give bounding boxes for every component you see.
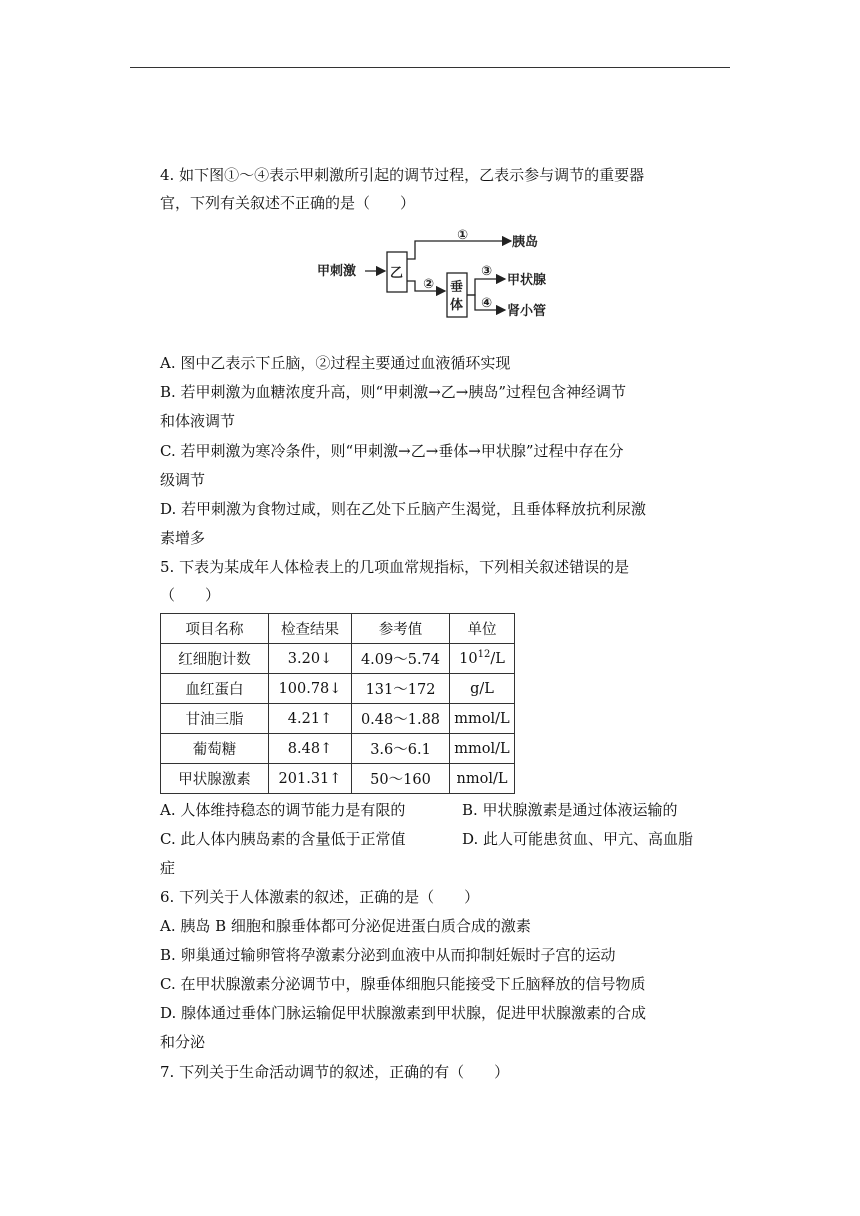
arrow-path-1 <box>407 241 511 259</box>
table-cell-unit <box>450 644 515 674</box>
q4-option-d-line1: D. 若甲刺激为食物过咸，则在乙处下丘脑产生渴觉，且垂体释放抗利尿激 <box>160 500 647 518</box>
q6-option-b: B. 卵巢通过输卵管将孕激素分泌到血液中从而抑制妊娠时子宫的运动 <box>160 946 616 964</box>
diagram-target4: 肾小管 <box>507 304 547 319</box>
q6-option-a: A. 胰岛 B 细胞和腺垂体都可分泌促进蛋白质合成的激素 <box>160 917 531 935</box>
diagram-n2: ② <box>423 277 435 292</box>
diagram-pituitary-bottom: 体 <box>450 298 464 313</box>
table-header: 单位 <box>450 614 515 644</box>
q5-option-d-line1: D. 此人可能患贫血、甲亢、高血脂 <box>462 830 694 848</box>
diagram-n1: ① <box>457 229 469 243</box>
table-cell: 201.31↑ <box>269 764 352 794</box>
table-header: 检查结果 <box>269 614 352 644</box>
diagram-stimulus-label: 甲刺激 <box>317 264 357 279</box>
q6-stem: 6. 下列关于人体激素的叙述，正确的是（ ） <box>160 888 480 906</box>
q6-option-d-line2: 和分泌 <box>160 1033 206 1051</box>
table-row <box>161 674 515 704</box>
q4-option-d-line2: 素增多 <box>160 529 206 547</box>
table-header: 项目名称 <box>161 614 269 644</box>
q7-stem: 7. 下列关于生命活动调节的叙述，正确的有（ ） <box>160 1063 510 1081</box>
table-cell: 50～160 <box>352 764 450 794</box>
q6-option-d-line1: D. 腺体通过垂体门脉运输促甲状腺激素到甲状腺，促进甲状腺激素的合成 <box>160 1004 647 1022</box>
table-cell: nmol/L <box>450 764 515 794</box>
table-row <box>161 764 515 794</box>
table-cell: 葡萄糖 <box>161 734 269 764</box>
unit-base: 10 <box>459 650 478 667</box>
table-cell: mmol/L <box>450 734 515 764</box>
q4-option-b-line2: 和体液调节 <box>160 412 236 430</box>
diagram-pituitary-top: 垂 <box>450 280 464 295</box>
table-row <box>161 704 515 734</box>
blood-test-table <box>160 613 515 794</box>
q4-option-c-line1: C. 若甲刺激为寒冷条件，则“甲刺激→乙→垂体→甲状腺”过程中存在分 <box>160 442 624 460</box>
diagram-n4: ④ <box>481 296 493 311</box>
table-cell: 100.78↓ <box>269 674 352 704</box>
table-header-row <box>161 614 515 644</box>
table-cell: 8.48↑ <box>269 734 352 764</box>
table-cell: 0.48～1.88 <box>352 704 450 734</box>
table-cell: 甲状腺激素 <box>161 764 269 794</box>
unit-suffix: /L <box>490 650 505 667</box>
q4-option-a: A. 图中乙表示下丘脑，②过程主要通过血液循环实现 <box>160 354 511 372</box>
table-cell: 3.6～6.1 <box>352 734 450 764</box>
q5-stem-line2: （ ） <box>160 586 221 604</box>
q5-stem-line1: 5. 下表为某成年人体检表上的几项血常规指标，下列相关叙述错误的是 <box>160 558 630 576</box>
table-cell: 4.09～5.74 <box>352 644 450 674</box>
q6-option-c: C. 在甲状腺激素分泌调节中，腺垂体细胞只能接受下丘脑释放的信号物质 <box>160 975 646 993</box>
q4-option-b-line1: B. 若甲刺激为血糖浓度升高，则“甲刺激→乙→胰岛”过程包含神经调节 <box>160 383 627 401</box>
table-row <box>161 644 515 674</box>
table-cell: g/L <box>450 674 515 704</box>
diagram-target3: 甲状腺 <box>507 273 547 288</box>
table-header: 参考值 <box>352 614 450 644</box>
q5-option-c: C. 此人体内胰岛素的含量低于正常值 <box>160 830 406 848</box>
q4-stem-line2: 官，下列有关叙述不正确的是（ ） <box>160 194 416 212</box>
unit-exponent: 12 <box>477 648 491 660</box>
header-rule <box>130 67 730 68</box>
q4-diagram <box>315 229 565 324</box>
diagram-n3: ③ <box>481 264 493 279</box>
table-cell: 4.21↑ <box>269 704 352 734</box>
q5-option-a: A. 人体维持稳态的调节能力是有限的 <box>160 801 406 819</box>
table-cell: 3.20↓ <box>269 644 352 674</box>
table-cell: 血红蛋白 <box>161 674 269 704</box>
table-cell: 甘油三脂 <box>161 704 269 734</box>
diagram-organ-label: 乙 <box>390 266 404 281</box>
q4-stem-line1: 4. 如下图①～④表示甲刺激所引起的调节过程，乙表示参与调节的重要器 <box>160 166 645 184</box>
table-cell: mmol/L <box>450 704 515 734</box>
table-cell: 红细胞计数 <box>161 644 269 674</box>
table-cell: 131～172 <box>352 674 450 704</box>
arrow-path-3 <box>467 279 505 295</box>
table-row <box>161 734 515 764</box>
q5-option-b: B. 甲状腺激素是通过体液运输的 <box>462 801 678 819</box>
q5-option-d-line2: 症 <box>160 859 176 877</box>
diagram-target1: 胰岛 <box>512 235 539 250</box>
q4-option-c-line2: 级调节 <box>160 471 206 489</box>
